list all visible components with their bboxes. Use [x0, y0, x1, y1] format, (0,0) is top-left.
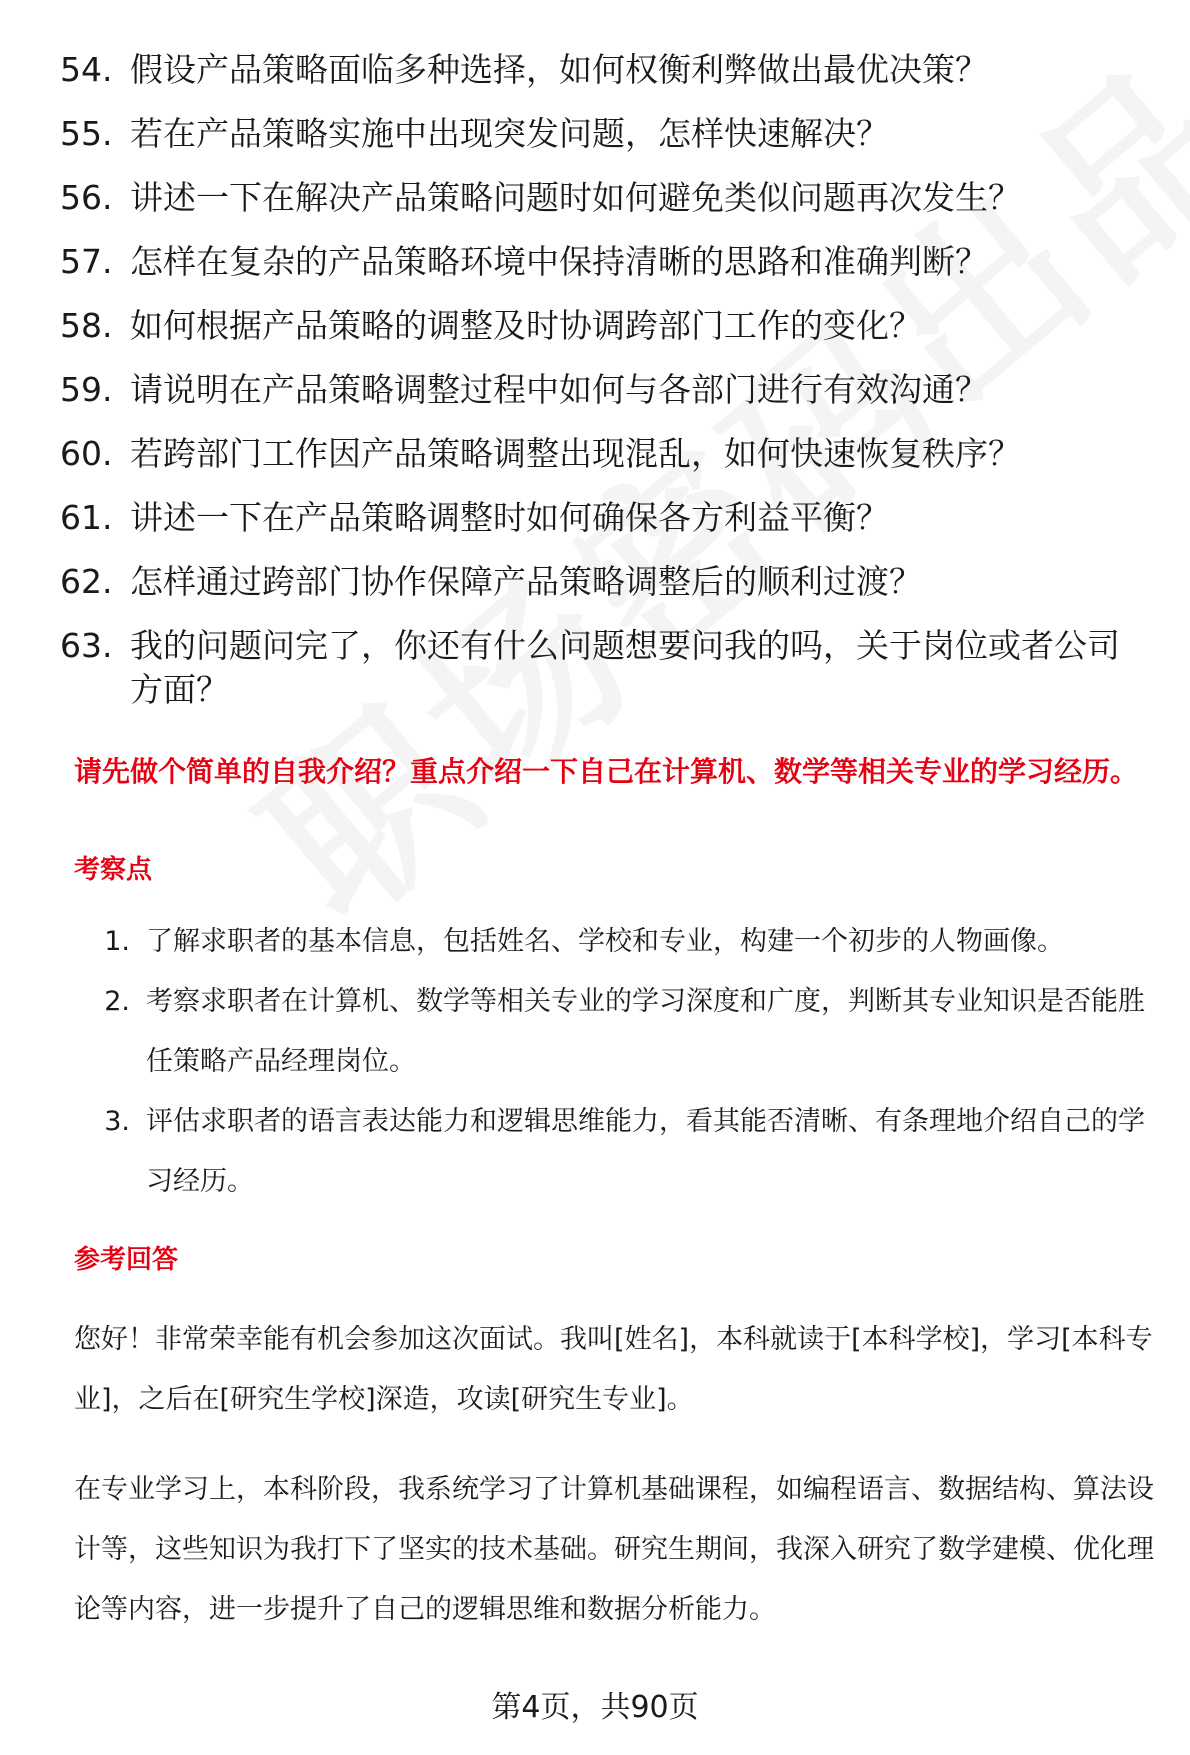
kaocha-heading: 考察点 — [74, 855, 153, 885]
question-item — [60, 112, 1150, 156]
answer-paragraph: 在专业学习上，本科阶段，我系统学习了计算机基础课程，如编程语言、数据结构、算法设计等，这些知识为我打下了坚实的技术基础。研究生期间，我深入研究了数学建模、优化理论等内容，进一步提升了自己的逻辑思维和数据分析能力。 — [74, 1474, 1154, 1625]
question-number: 58. — [60, 306, 113, 345]
question-text: 我的问题问完了，你还有什么问题想要问我的吗，关于岗位或者公司方面？ — [130, 626, 1120, 709]
answer-paragraph: 您好！非常荣幸能有机会参加这次面试。我叫[姓名]，本科就读于[本科学校]，学习[本科专业]，之后在[研究生学校]深造，攻读[研究生专业]。 — [74, 1324, 1153, 1415]
question-item — [60, 624, 1150, 712]
question-heading-section — [74, 752, 1154, 792]
question-text: 怎样通过跨部门协作保障产品策略调整后的顺利过渡？ — [130, 562, 922, 601]
question-number: 62. — [60, 562, 113, 601]
question-heading: 请先做个简单的自我介绍？重点介绍一下自己在计算机、数学等相关专业的学习经历。 — [74, 755, 1139, 788]
question-text: 假设产品策略面临多种选择，如何权衡利弊做出最优决策？ — [130, 50, 988, 89]
question-number: 63. — [60, 626, 113, 665]
question-text: 若跨部门工作因产品策略调整出现混乱，如何快速恢复秩序？ — [130, 434, 1021, 473]
question-item — [60, 304, 1150, 348]
question-number: 54. — [60, 50, 113, 89]
question-text: 如何根据产品策略的调整及时协调跨部门工作的变化？ — [130, 306, 922, 345]
answer-section — [74, 1242, 1154, 1640]
kaocha-section — [74, 852, 1154, 1212]
list-item — [74, 912, 1154, 972]
question-item — [60, 368, 1150, 412]
list-item — [74, 1092, 1154, 1212]
question-list — [60, 48, 1150, 732]
question-text: 怎样在复杂的产品策略环境中保持清晰的思路和准确判断？ — [130, 242, 988, 281]
question-number: 60. — [60, 434, 113, 473]
list-item-text: 了解求职者的基本信息，包括姓名、学校和专业，构建一个初步的人物画像。 — [146, 926, 1064, 957]
question-item — [60, 48, 1150, 92]
question-number: 61. — [60, 498, 113, 537]
question-text: 请说明在产品策略调整过程中如何与各部门进行有效沟通？ — [130, 370, 988, 409]
question-item — [60, 240, 1150, 284]
question-text: 讲述一下在解决产品策略问题时如何避免类似问题再次发生？ — [130, 178, 1021, 217]
answer-heading: 参考回答 — [74, 1245, 179, 1275]
question-number: 56. — [60, 178, 113, 217]
list-item-text: 考察求职者在计算机、数学等相关专业的学习深度和广度，判断其专业知识是否能胜任策略产品经理岗位。 — [146, 986, 1145, 1077]
list-item-number: 2. — [104, 986, 130, 1017]
page-footer: 第4页，共90页 — [491, 1690, 699, 1725]
question-item — [60, 176, 1150, 220]
kaocha-list — [74, 912, 1154, 1212]
question-text: 若在产品策略实施中出现突发问题，怎样快速解决？ — [130, 114, 889, 153]
list-item-number: 1. — [104, 926, 130, 957]
list-item-text: 评估求职者的语言表达能力和逻辑思维能力，看其能否清晰、有条理地介绍自己的学习经历。 — [146, 1106, 1145, 1197]
question-number: 59. — [60, 370, 113, 409]
question-item — [60, 432, 1150, 476]
list-item-number: 3. — [104, 1106, 130, 1137]
question-item — [60, 560, 1150, 604]
question-number: 57. — [60, 242, 113, 281]
question-number: 55. — [60, 114, 113, 153]
list-item — [74, 972, 1154, 1092]
question-item — [60, 496, 1150, 540]
question-text: 讲述一下在产品策略调整时如何确保各方利益平衡？ — [130, 498, 889, 537]
